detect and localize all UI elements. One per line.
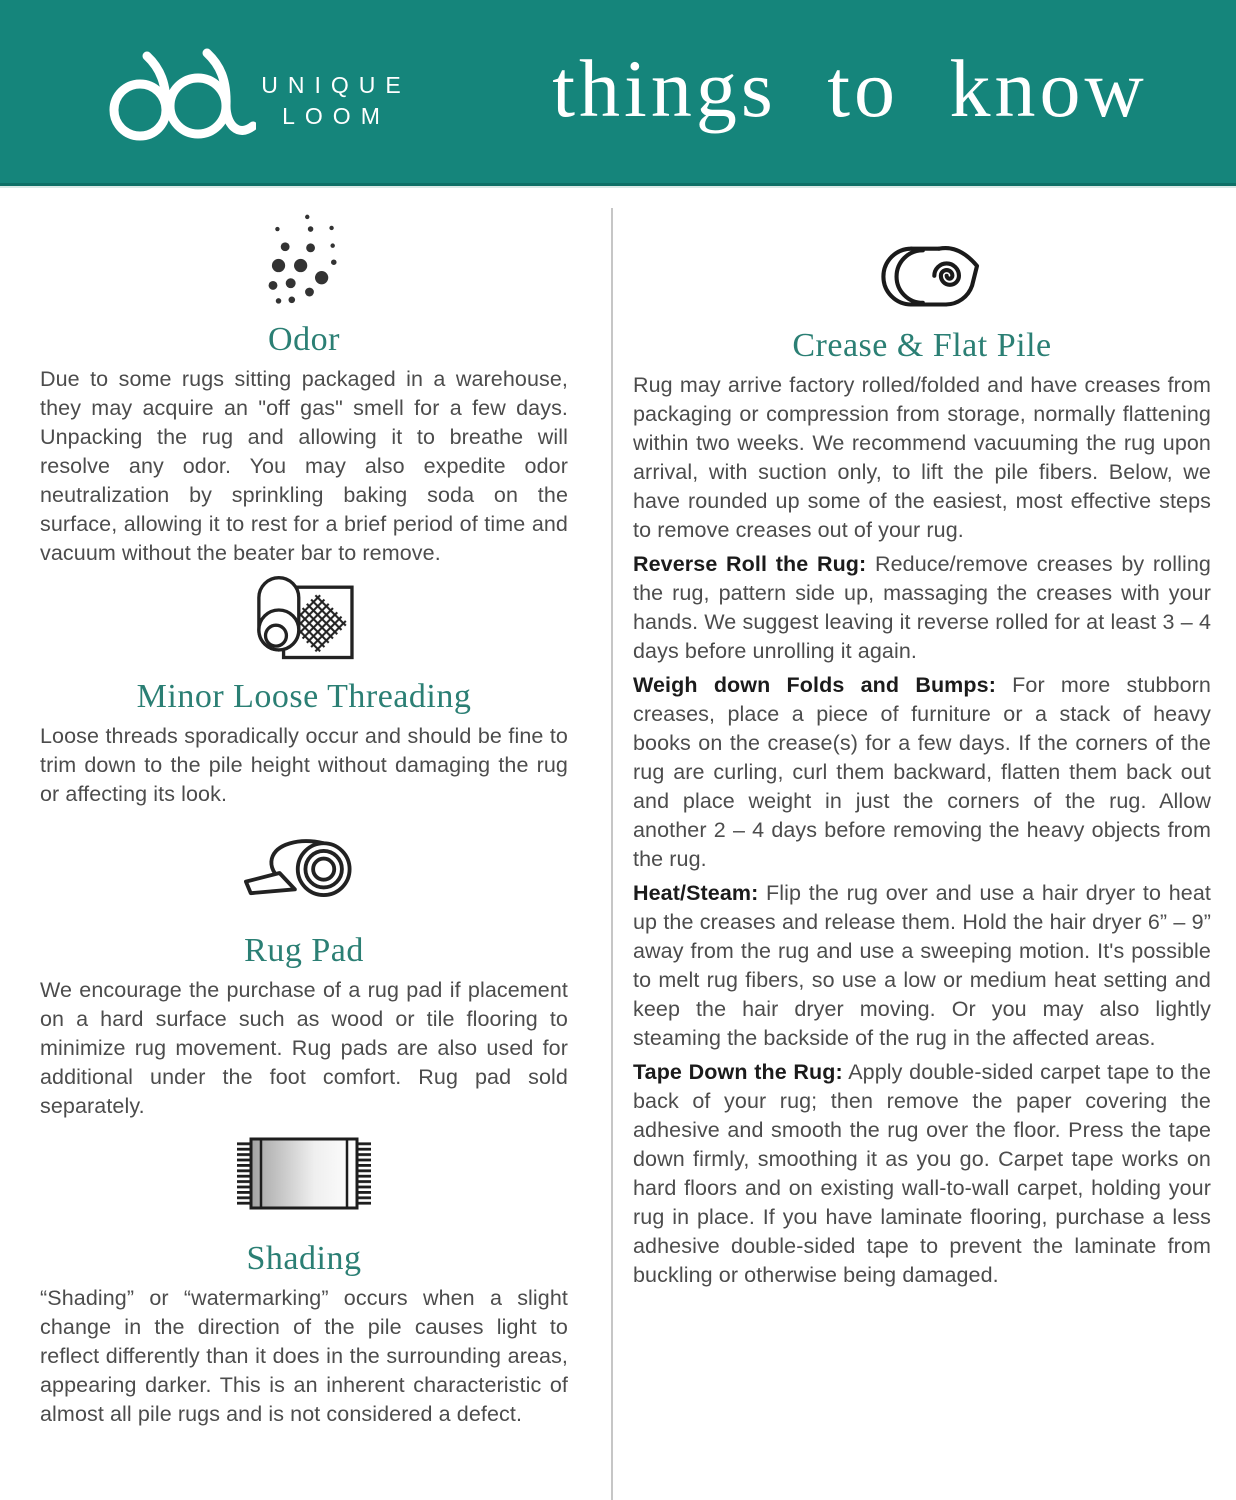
odor-sprinkle-icon [40, 210, 568, 310]
left-column [40, 196, 568, 1429]
tip-label: Reverse Roll the Rug: [633, 552, 867, 576]
page-title: things to know [552, 43, 1148, 134]
section-heading: Crease & Flat Pile [792, 327, 1052, 364]
section-body: Loose threads sporadically occur and should be fine to trim down to the pile height without damaging the rug or affecting its look. [40, 724, 568, 806]
tip-weigh-down [633, 671, 1211, 874]
section-shading [40, 1137, 568, 1429]
section-heading: Rug Pad [244, 932, 364, 969]
rolled-rug-crosshatch-icon [40, 572, 568, 667]
section-minor-loose-threading [40, 572, 568, 809]
section-intro: Rug may arrive factory rolled/folded and have creases from packaging or compression from storage, normally flattening within two weeks. We recommend vacuuming the rug upon arrival, with suction only, to lift the pile fibers. Below, we have rounded up some of the easiest, most effective steps to remove creases out of your rug. [633, 373, 1211, 542]
header-band [0, 0, 1236, 186]
rug-pad-roll-icon [40, 825, 568, 921]
section-heading: Odor [268, 321, 340, 358]
section-odor [40, 210, 568, 568]
shaded-rug-icon [40, 1137, 568, 1211]
section-rug-pad [40, 825, 568, 1121]
section-body: Due to some rugs sitting packaged in a warehouse, they may acquire an "off gas" smell for a few days. Unpacking the rug and allowing it to breathe will resolve any odor. You may also expedite odor neutralization by sprinkling baking soda on the surface, allowing it to rest for a brief period of time and vacuum without the beater bar to remove. [40, 367, 568, 565]
section-heading: Shading [246, 1240, 362, 1277]
unique-loom-logo-icon [104, 46, 256, 146]
brand-line-loom: LOOM [282, 103, 390, 129]
tip-label: Heat/Steam: [633, 881, 759, 905]
section-heading: Minor Loose Threading [136, 678, 472, 715]
rolled-rug-spiral-icon [633, 238, 1211, 316]
tip-text: Reduce/remove creases by rolling the rug, pattern side up, massaging the creases with your hands. We suggest leaving it reverse rolled for at least 3 – 4 days before unrolling it again. [633, 552, 1211, 663]
tip-text: Flip the rug over and use a hair dryer to heat up the creases and release them. Hold the hair dryer 6” – 9” away from the rug and use a sweeping motion. It's possible to melt rug fibers, so use a low or medium heat setting and keep the hair dryer moving. Or you may also lightly steaming the backside of the rug in the affected areas. [633, 881, 1211, 1050]
tip-label: Weigh down Folds and Bumps: [633, 673, 996, 697]
section-body: “Shading” or “watermarking” occurs when a slight change in the direction of the pile causes light to reflect differently than it does in the surrounding areas, appearing darker. This is an inherent characteristic of almost all pile rugs and is not considered a defect. [40, 1286, 568, 1426]
tip-label: Tape Down the Rug: [633, 1060, 843, 1084]
right-column [633, 196, 1211, 1290]
tip-heat-steam [633, 879, 1211, 1053]
section-crease-flat-pile [633, 238, 1211, 1290]
brand-wordmark [238, 70, 434, 132]
brand-line-unique: UNIQUE [261, 72, 411, 98]
section-body: We encourage the purchase of a rug pad if placement on a hard surface such as wood or tile flooring to minimize rug movement. Rug pads are also used for additional under the foot comfort. Rug pad sold separately. [40, 978, 568, 1118]
tip-text: For more stubborn creases, place a piece of furniture or a stack of heavy books on the crease(s) for a few days. If the corners of the rug are curling, curl them backward, flatten them back out and place weight in just the corners of the rug. Allow another 2 – 4 days before removing the heavy objects from the rug. [633, 673, 1211, 871]
tip-reverse-roll [633, 550, 1211, 666]
tip-tape-down [633, 1058, 1211, 1290]
column-divider [611, 208, 613, 1500]
tip-text: Apply double-sided carpet tape to the back of your rug; then remove the paper covering the adhesive and smooth the rug over the floor. Press the tape down firmly, smoothing it as you go. Carpet tape works on hard floors and on existing wall-to-wall carpet, holding your rug in place. If you have laminate flooring, purchase a less adhesive double-sided tape to prevent the laminate from buckling or otherwise being damaged. [633, 1060, 1211, 1287]
